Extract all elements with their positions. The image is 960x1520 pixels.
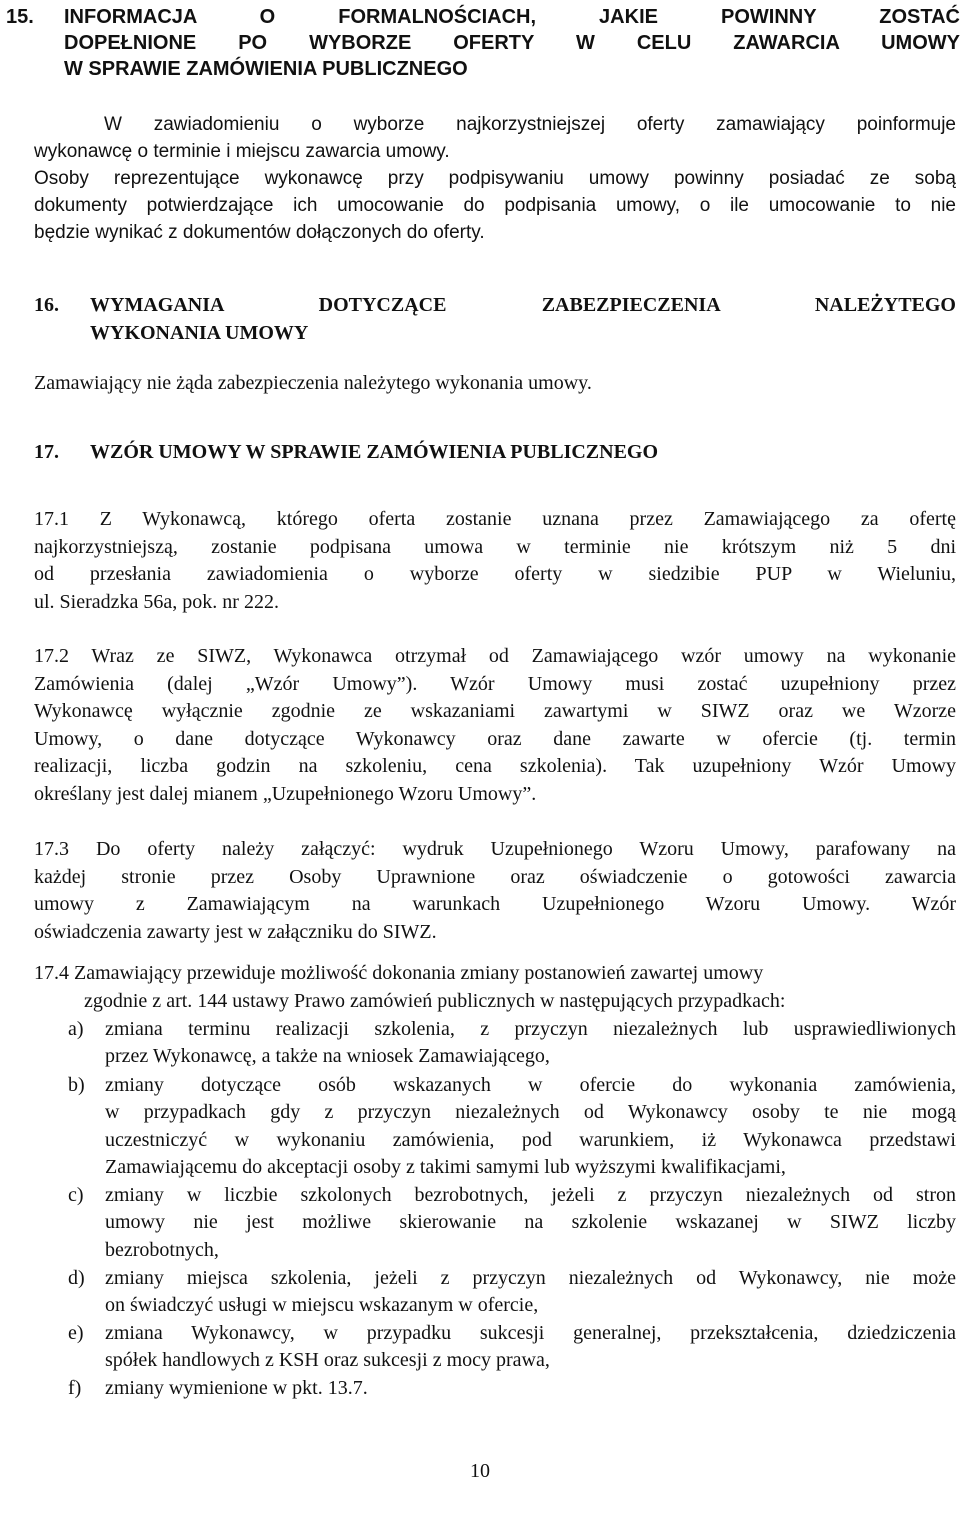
para-line: 17.4 Zamawiający przewiduje możliwość dokonania zmiany postanowień zawartej umowy xyxy=(34,962,764,984)
para-line: Zamówienia (dalej „Wzór Umowy”). Wzór Umowy musi zostać uzupełniony przez xyxy=(34,672,956,695)
para-line: W zawiadomieniu o wyborze najkorzystniejszej oferty zamawiający poinformuje xyxy=(104,114,956,135)
section-15-heading xyxy=(6,4,960,84)
para-line: Osoby reprezentujące wykonawcę przy podpisywaniu umowy powinny posiadać ze sobą xyxy=(34,168,956,189)
para-line: umowy z Zamawiającym na warunkach Uzupełnionego Wzoru Umowy. Wzór xyxy=(34,893,956,915)
list-line: spółek handlowych z KSH oraz sukcesji z mocy prawa, xyxy=(105,1349,550,1372)
list-line: zmiana Wykonawcy, w przypadku sukcesji generalnej, przekształcenia, dziedziczenia xyxy=(105,1322,956,1344)
section-17-title: WZÓR UMOWY W SPRAWIE ZAMÓWIENIA PUBLICZNEGO xyxy=(90,441,659,463)
para-line: każdej stronie przez Osoby Uprawnione oraz oświadczenie o gotowości zawarcia xyxy=(34,865,956,888)
para-line: najkorzystniejszą, zostanie podpisana umowa w terminie nie krótszym niż 5 dni xyxy=(34,535,956,558)
list-line: uczestniczyć w wykonaniu zamówienia, pod warunkiem, iż Wykonawca przedstawi xyxy=(105,1128,956,1151)
list-item-body xyxy=(105,1320,956,1375)
section-17-number: 17. xyxy=(34,441,59,463)
para-line: od przesłania zawiadomienia o wyborze oferty w siedzibie PUP w Wieluniu, xyxy=(34,563,956,585)
list-item-label: e) xyxy=(68,1322,84,1344)
list-line: zmiana terminu realizacji szkolenia, z przyczyn niezależnych lub usprawiedliwionych xyxy=(105,1018,956,1040)
para-line: określany jest dalej mianem „Uzupełnionego Wzoru Umowy”. xyxy=(34,782,537,805)
para-line: 17.1 Z Wykonawcą, którego oferta zostanie uznana przez Zamawiającego za ofertę xyxy=(34,508,956,530)
paragraph-17-3 xyxy=(34,836,956,946)
list-line: zmiany w liczbie szkolonych bezrobotnych, jeżeli z przyczyn niezależnych od stron xyxy=(105,1184,956,1206)
section-16-number: 16. xyxy=(34,294,59,316)
para-line: Wykonawcę wyłącznie zgodnie ze wskazaniami zawartymi w SIWZ oraz we Wzorze xyxy=(34,700,956,722)
list-line: w przypadkach gdy z przyczyn niezależnych od Wykonawcy osoby te nie mogą xyxy=(105,1101,956,1124)
list-line: przez Wykonawcę, a także na wniosek Zamawiającego, xyxy=(105,1045,550,1068)
para-line: Umowy, o dane dotyczące Wykonawcy oraz dane zawarte w ofercie (tj. termin xyxy=(34,727,956,750)
para-line: zgodnie z art. 144 ustawy Prawo zamówień publicznych w następujących przypadkach: xyxy=(84,989,786,1012)
para-line: wykonawcę o terminie i miejscu zawarcia umowy. xyxy=(34,141,450,162)
list-item-body xyxy=(105,1016,956,1071)
list-item-body xyxy=(105,1265,956,1320)
paragraph-17-2 xyxy=(34,643,956,808)
heading-line: DOPEŁNIONE PO WYBORZE OFERTY W CELU ZAWARCIA UMOWY xyxy=(64,32,960,54)
list-line: on świadczyć usługi w miejscu wskazanym w ofercie, xyxy=(105,1294,539,1317)
list-line: umowy nie jest możliwe skierowanie na szkolenie wskazanej w SIWZ liczby xyxy=(105,1211,956,1234)
heading-line: WYMAGANIA DOTYCZĄCE ZABEZPIECZENIA NALEŻYTEGO xyxy=(90,294,956,316)
list-item-body xyxy=(105,1072,956,1181)
heading-line: WYKONANIA UMOWY xyxy=(90,322,309,344)
para-line: oświadczenia zawarty jest w załączniku do SIWZ. xyxy=(34,920,437,943)
para-line: ul. Sieradzka 56a, pok. nr 222. xyxy=(34,590,279,613)
section-16-text: Zamawiający nie żąda zabezpieczenia należytego wykonania umowy. xyxy=(34,372,592,394)
list-item-label: d) xyxy=(68,1267,85,1289)
para-line: będzie wynikać z dokumentów dołączonych do oferty. xyxy=(34,222,485,243)
list-item-label: b) xyxy=(68,1074,85,1096)
list-item-label: a) xyxy=(68,1018,84,1040)
para-line: realizacji, liczba godzin na szkoleniu, cena szkolenia). Tak uzupełniony Wzór Umowy xyxy=(34,755,956,777)
section-15-number: 15. xyxy=(6,6,34,28)
paragraph-17-1 xyxy=(34,506,956,616)
section-16-heading xyxy=(34,291,956,351)
section-15-title xyxy=(64,4,960,82)
heading-line: INFORMACJA O FORMALNOŚCIACH, JAKIE POWINNY ZOSTAĆ xyxy=(64,6,960,28)
list-line: bezrobotnych, xyxy=(105,1238,219,1261)
list-item-label: f) xyxy=(68,1377,82,1399)
list-line: Zamawiającemu do akceptacji osoby z takimi samymi lub wyższymi kwalifikacjami, xyxy=(105,1155,786,1178)
section-16-title xyxy=(90,291,956,319)
para-line: dokumenty potwierdzające ich umocowanie do podpisania umowy, o ile umocowanie to nie xyxy=(34,195,956,216)
heading-line: W SPRAWIE ZAMÓWIENIA PUBLICZNEGO xyxy=(64,58,468,80)
list-line: zmiany dotyczące osób wskazanych w ofercie do wykonania zamówienia, xyxy=(105,1074,956,1096)
list-item-body xyxy=(105,1182,956,1264)
page-number: 10 xyxy=(470,1460,490,1482)
list-line: zmiany miejsca szkolenia, jeżeli z przyczyn niezależnych od Wykonawcy, nie może xyxy=(105,1267,956,1289)
list-line: zmiany wymienione w pkt. 13.7. xyxy=(105,1377,368,1399)
paragraph-17-4 xyxy=(34,960,934,1015)
para-line: 17.3 Do oferty należy załączyć: wydruk Uzupełnionego Wzoru Umowy, parafowany na xyxy=(34,838,956,860)
list-item-label: c) xyxy=(68,1184,84,1206)
para-line: 17.2 Wraz ze SIWZ, Wykonawca otrzymał od Zamawiającego wzór umowy na wykonanie xyxy=(34,645,956,667)
section-15-paragraph xyxy=(34,111,956,246)
list-item-body xyxy=(105,1375,956,1402)
